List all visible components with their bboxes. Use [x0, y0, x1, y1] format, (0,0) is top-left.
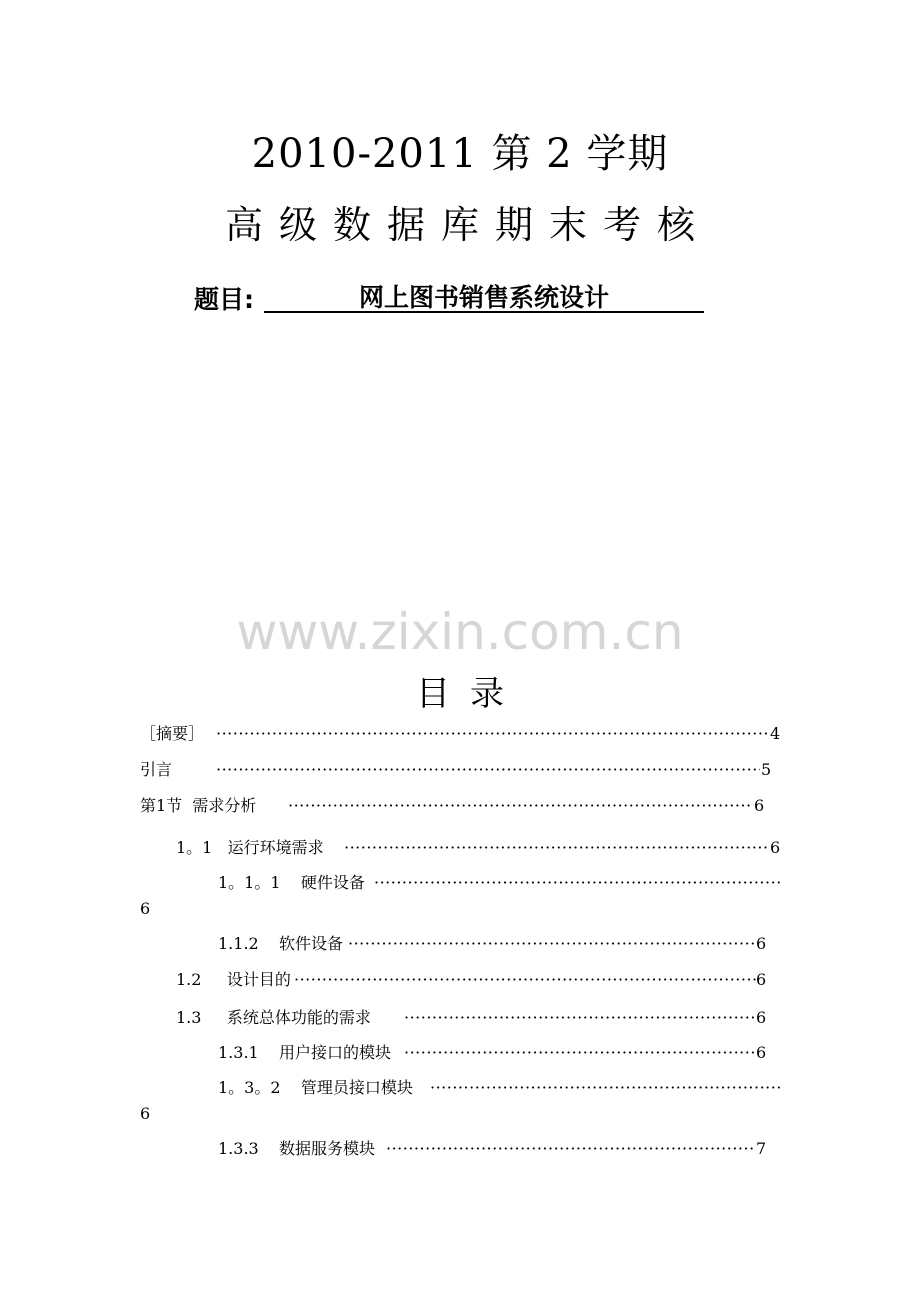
toc-entry-label: 1.2 设计目的 — [176, 970, 291, 989]
toc-page-number: 6 — [754, 796, 765, 815]
toc-entry-section-1[interactable] — [140, 795, 765, 817]
toc-entry-label: 1。1。1 硬件设备 — [218, 873, 365, 892]
topic-label: 题目: — [194, 285, 254, 314]
toc-page-number: 6 — [140, 899, 151, 918]
toc-title: 目录 — [416, 674, 524, 714]
toc-entry-label: 第1节 需求分析 — [140, 796, 257, 815]
toc-leader-dots — [374, 872, 782, 894]
toc-page-number: 6 — [756, 1043, 767, 1062]
toc-leader-dots — [216, 723, 770, 745]
toc-leader-dots — [386, 1138, 756, 1160]
toc-entry-abstract[interactable] — [140, 723, 782, 745]
toc-leader-dots — [404, 1007, 756, 1029]
toc-entry-label: 1.3.3 数据服务模块 — [218, 1139, 376, 1158]
toc-leader-dots — [294, 969, 756, 991]
toc-entry-label: 1.1.2 软件设备 — [218, 934, 344, 953]
exam-title: 高级数据库期末考核 — [224, 203, 711, 247]
toc-entry-1-2[interactable] — [176, 969, 768, 991]
toc-leader-dots — [344, 837, 770, 859]
toc-leader-dots — [216, 759, 760, 781]
toc-page-number: 5 — [761, 760, 772, 779]
toc-entry-1-3[interactable] — [176, 1007, 768, 1029]
toc-leader-dots — [348, 933, 756, 955]
toc-entry-label: 1.3.1 用户接口的模块 — [218, 1043, 392, 1062]
toc-entry-label: 引言 — [140, 760, 173, 779]
toc-entry-1-1[interactable] — [176, 837, 782, 859]
toc-page-number: 6 — [756, 970, 767, 989]
toc-entry-label: ［摘要］ — [140, 724, 205, 743]
toc-entry-label: 1。3。2 管理员接口模块 — [218, 1078, 413, 1097]
toc-leader-dots — [430, 1077, 782, 1099]
toc-leader-dots — [288, 795, 753, 817]
toc-entry-introduction[interactable] — [140, 759, 772, 781]
toc-entry-1-3-3[interactable] — [218, 1138, 768, 1160]
semester-heading: 2010-2011 第 2 学期 — [251, 131, 669, 177]
toc-page-number: 6 — [140, 1104, 151, 1123]
toc-page-number: 6 — [756, 934, 767, 953]
toc-page-number: 6 — [770, 838, 781, 857]
toc-page-number: 7 — [756, 1139, 767, 1158]
topic-value: 网上图书销售系统设计 — [264, 278, 704, 313]
toc-page-number: 6 — [756, 1008, 767, 1027]
toc-entry-1-3-2[interactable] — [218, 1077, 784, 1099]
toc-leader-dots — [404, 1042, 756, 1064]
toc-page-number: 4 — [770, 724, 781, 743]
toc-entry-1-1-2[interactable] — [218, 933, 768, 955]
toc-entry-1-1-1[interactable] — [218, 872, 784, 894]
toc-entry-label: 1。1 运行环境需求 — [176, 838, 324, 857]
watermark: www.zixin.com.cn — [236, 603, 684, 661]
toc-entry-label: 1.3 系统总体功能的需求 — [176, 1008, 371, 1027]
toc-entry-1-3-1[interactable] — [218, 1042, 768, 1064]
